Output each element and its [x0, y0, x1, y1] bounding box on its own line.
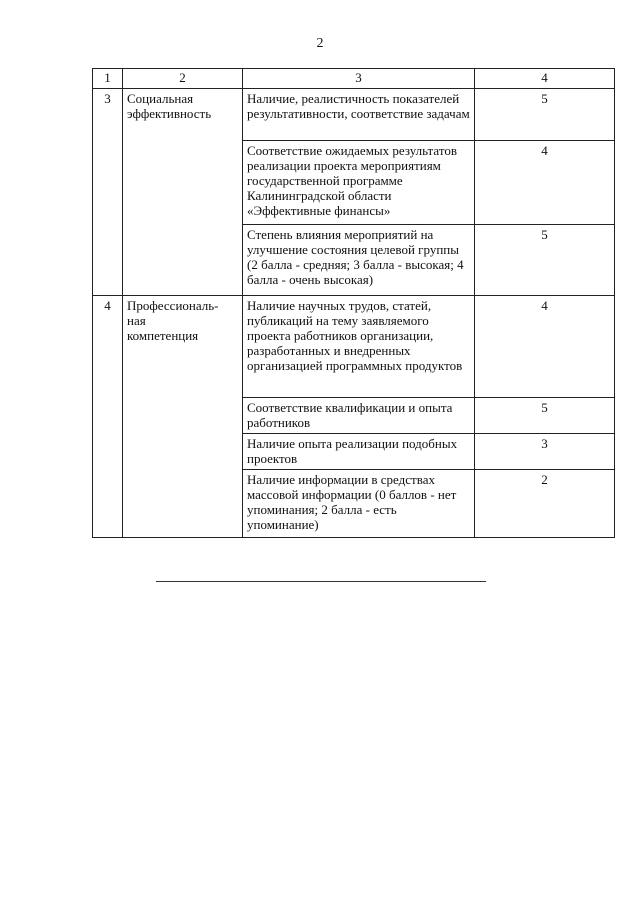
header-cell-4: 4 [475, 69, 615, 89]
table-row [93, 296, 615, 398]
criterion-name: Профессиональ- ная компетенция [123, 296, 243, 538]
header-cell-3: 3 [243, 69, 475, 89]
criterion-name: Социальная эффективность [123, 89, 243, 296]
score-value: 4 [475, 141, 615, 225]
indicator-text: Соответствие квалификации и опыта работников [243, 398, 475, 434]
indicator-text: Наличие научных трудов, статей, публикаций на тему заявляемого проекта работников организации, разработанных и внедренных организацией программных продуктов [243, 296, 475, 398]
criterion-number: 3 [93, 89, 123, 296]
score-value: 4 [475, 296, 615, 398]
indicator-text: Наличие информации в средствах массовой информации (0 баллов - нет упоминания; 2 балла - есть упоминание) [243, 470, 475, 538]
header-cell-1: 1 [93, 69, 123, 89]
score-value: 3 [475, 434, 615, 470]
table-row [93, 89, 615, 141]
criteria-table [92, 68, 615, 538]
indicator-text: Наличие опыта реализации подобных проектов [243, 434, 475, 470]
score-value: 5 [475, 89, 615, 141]
criterion-number: 4 [93, 296, 123, 538]
table-header-row [93, 69, 615, 89]
header-cell-2: 2 [123, 69, 243, 89]
page-number: 2 [316, 36, 324, 51]
score-value: 5 [475, 225, 615, 296]
indicator-text: Наличие, реалистичность показателей результативности, соответствие задачам [243, 89, 475, 141]
end-of-document-line [156, 581, 486, 582]
score-value: 2 [475, 470, 615, 538]
indicator-text: Степень влияния мероприятий на улучшение состояния целевой группы (2 балла - средняя; 3 балла - высокая; 4 балла - очень высокая) [243, 225, 475, 296]
indicator-text: Соответствие ожидаемых результатов реализации проекта мероприятиям государственной программе Калининградской области «Эффективные финансы» [243, 141, 475, 225]
score-value: 5 [475, 398, 615, 434]
